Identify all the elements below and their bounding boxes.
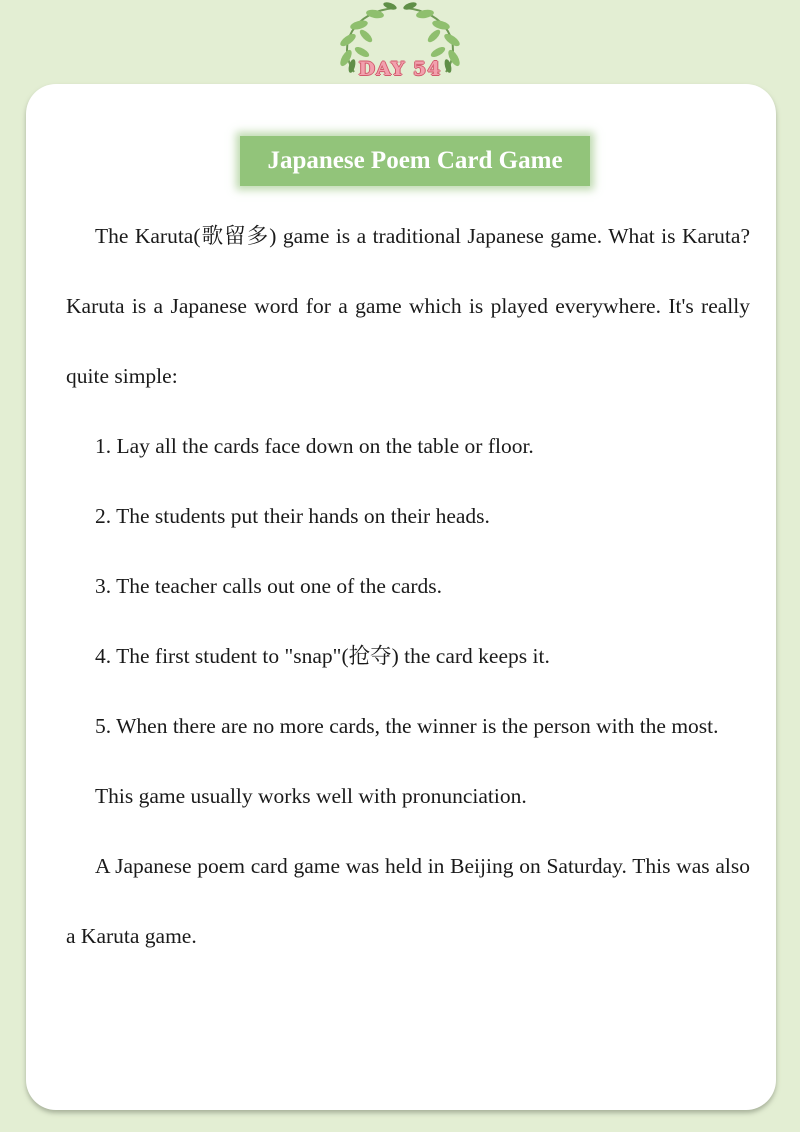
page-title: Japanese Poem Card Game [267,147,563,174]
article-body [66,201,750,971]
step-1: 1. Lay all the cards face down on the table or floor. [95,434,534,458]
step-3: 3. The teacher calls out one of the cards. [95,574,443,598]
step-4: 4. The first student to "snap"(抢夺) the card keeps it. [95,644,550,668]
paragraph-event: A Japanese poem card game was held in Beijing on Saturday. This was also a Karuta game. [66,854,750,948]
paragraph-intro: The Karuta(歌留多) game is a traditional Japanese game. What is Karuta? Karuta is a Japanese word for a game which is played everywhere. It's really quite simple: [66,224,750,388]
step-2: 2. The students put their hands on their heads. [95,504,490,528]
paragraph-usage: This game usually works well with pronunciation. [95,784,527,808]
day-label: DAY 54 [358,58,442,80]
title-banner [240,136,590,186]
step-5: 5. When there are no more cards, the winner is the person with the most. [95,714,719,738]
